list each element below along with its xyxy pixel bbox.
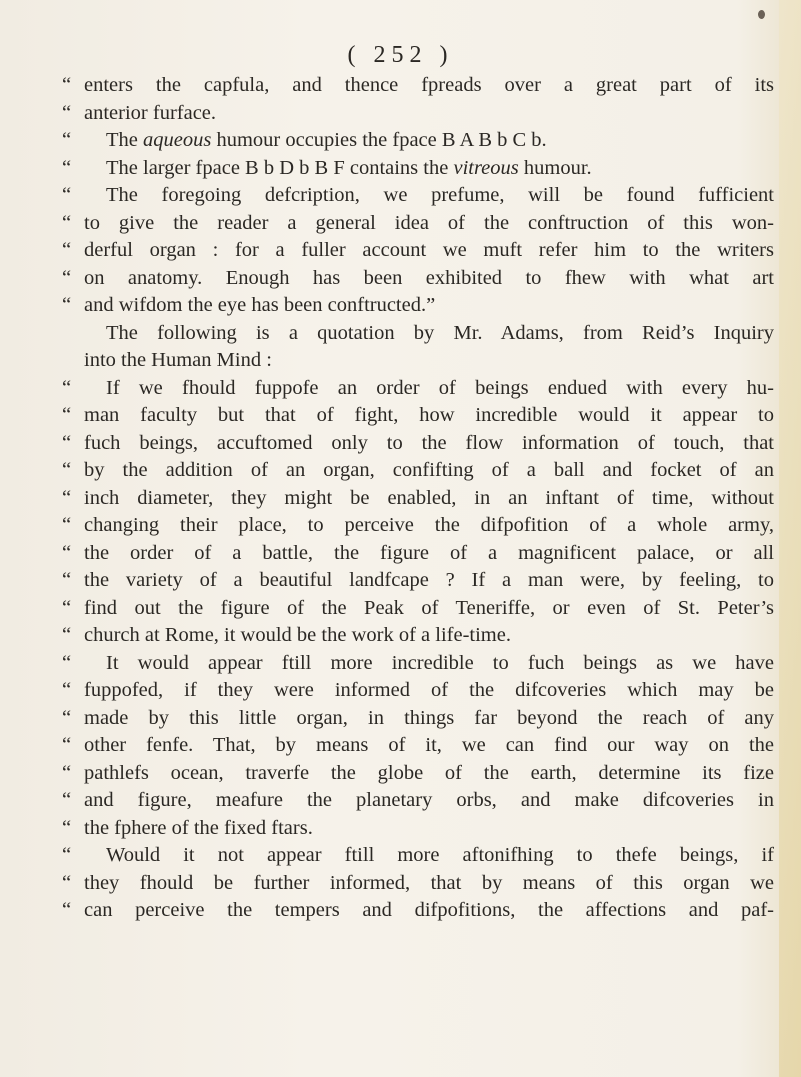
quote-mark: “: [62, 899, 72, 921]
text-line: [62, 512, 774, 540]
line-text: on anatomy. Enough has been exhibited to fhew with what art: [84, 266, 774, 289]
line-text: If we fhould fuppofe an order of beings endued with every hu-: [106, 376, 774, 399]
ink-spot: [758, 10, 765, 19]
line-text: to give the reader a general idea of the conftruction of this won-: [84, 211, 774, 234]
quote-mark: “: [62, 541, 72, 564]
line-text: into the Human Mind :: [84, 349, 272, 371]
text-line: [62, 815, 774, 843]
quote-mark: “: [62, 816, 72, 839]
text-line: [62, 595, 774, 623]
quote-mark: “: [62, 156, 72, 179]
line-text: the fphere of the fixed ftars.: [84, 816, 313, 839]
page-number: ( 252 ): [347, 42, 454, 68]
line-text: derful organ : for a fuller account we muft refer him to the writers: [84, 239, 774, 261]
text-line: [62, 100, 774, 128]
text-line: [62, 155, 774, 183]
italic-term: vitreous: [453, 156, 519, 179]
quote-mark: “: [62, 129, 72, 151]
body-text: [62, 72, 774, 925]
line-text: can perceive the tempers and difpofitions, the affections and paf-: [84, 899, 774, 921]
line-text: [84, 129, 547, 151]
line-text: and figure, meafure the planetary orbs, and make difcoveries in: [84, 789, 774, 811]
quote-mark: “: [62, 706, 72, 729]
text-line: [62, 375, 774, 403]
line-text: they fhould be further informed, that by means of this organ we: [84, 871, 774, 894]
line-text: find out the figure of the Peak of Teneriffe, or even of St. Peter’s: [84, 596, 774, 619]
line-text: The following is a quotation by Mr. Adams, from Reid’s Inquiry: [106, 321, 774, 344]
line-text: the order of a battle, the figure of a magnificent palace, or all: [84, 541, 774, 564]
text-line: [62, 182, 774, 210]
quote-mark: “: [62, 376, 72, 399]
line-text-post: humour occupies the fpace B A B b C b.: [211, 129, 547, 151]
line-text: and wifdom the eye has been conftructed.”: [84, 294, 436, 316]
line-text: fuch beings, accuftomed only to the flow information of touch, that: [84, 431, 774, 454]
text-line: [62, 320, 774, 348]
text-line: [62, 347, 774, 375]
quote-mark: “: [62, 211, 72, 234]
line-text: Would it not appear ftill more aftonifhing to thefe beings, if: [106, 844, 774, 866]
line-text: anterior furface.: [84, 101, 217, 124]
quote-mark: “: [62, 596, 72, 619]
quote-mark: “: [62, 679, 72, 701]
quote-mark: “: [62, 431, 72, 454]
text-line: [62, 265, 774, 293]
line-text: inch diameter, they might be enabled, in an inftant of time, without: [84, 486, 774, 509]
text-line: [62, 485, 774, 513]
quote-mark: “: [62, 294, 72, 316]
text-line: [62, 870, 774, 898]
line-text: man faculty but that of fight, how incredible would it appear to: [84, 404, 774, 426]
line-text: changing their place, to perceive the difpofition of a whole army,: [84, 514, 774, 536]
quote-mark: “: [62, 459, 72, 481]
text-line: [62, 897, 774, 925]
quote-mark: “: [62, 74, 72, 96]
quote-mark: “: [62, 184, 72, 206]
quote-mark: “: [62, 514, 72, 536]
text-line: [62, 72, 774, 100]
quote-mark: “: [62, 871, 72, 894]
line-text: [84, 157, 592, 179]
quote-mark: “: [62, 734, 72, 756]
text-line: [62, 760, 774, 788]
quote-mark: “: [62, 101, 72, 124]
line-text: It would appear ftill more incredible to fuch beings as we have: [106, 651, 774, 674]
quote-mark: “: [62, 844, 72, 866]
text-line: [62, 127, 774, 155]
quote-mark: “: [62, 486, 72, 509]
line-text: The foregoing defcription, we prefume, will be found fufficient: [106, 184, 774, 206]
text-line: [62, 622, 774, 650]
text-line: [62, 402, 774, 430]
text-line: [62, 540, 774, 568]
line-text: made by this little organ, in things far beyond the reach of any: [84, 706, 774, 729]
text-line: [62, 210, 774, 238]
line-text-post: humour.: [518, 156, 592, 179]
line-text: the variety of a beautiful landfcape ? If a man were, by feeling, to: [84, 569, 774, 591]
quote-mark: “: [62, 761, 72, 784]
italic-term: aqueous: [143, 129, 212, 151]
quote-mark: “: [62, 651, 72, 674]
quote-mark: “: [62, 624, 72, 646]
text-line: [62, 567, 774, 595]
quote-mark: “: [62, 239, 72, 261]
line-text: enters the capfula, and thence fpreads over a great part of its: [84, 74, 774, 96]
line-text: pathlefs ocean, traverfe the globe of the earth, determine its fize: [84, 761, 774, 784]
text-line: [62, 705, 774, 733]
quote-mark: “: [62, 569, 72, 591]
quote-mark: “: [62, 789, 72, 811]
text-line: [62, 237, 774, 265]
text-line: [62, 842, 774, 870]
text-line: [62, 292, 774, 320]
line-text: other fenfe. That, by means of it, we can find our way on the: [84, 734, 774, 756]
line-text: fuppofed, if they were informed of the difcoveries which may be: [84, 679, 774, 701]
line-text-pre: The larger fpace B b D b B F contains the: [106, 156, 454, 179]
quote-mark: “: [62, 266, 72, 289]
line-text-pre: The: [106, 129, 143, 151]
text-line: [62, 677, 774, 705]
page-edge-stain: [779, 0, 801, 1077]
line-text: church at Rome, it would be the work of a life-time.: [84, 624, 511, 646]
text-line: [62, 732, 774, 760]
quote-mark: “: [62, 404, 72, 426]
text-line: [62, 787, 774, 815]
text-line: [62, 457, 774, 485]
line-text: by the addition of an organ, confifting of a ball and focket of an: [84, 459, 774, 481]
text-line: [62, 650, 774, 678]
text-line: [62, 430, 774, 458]
